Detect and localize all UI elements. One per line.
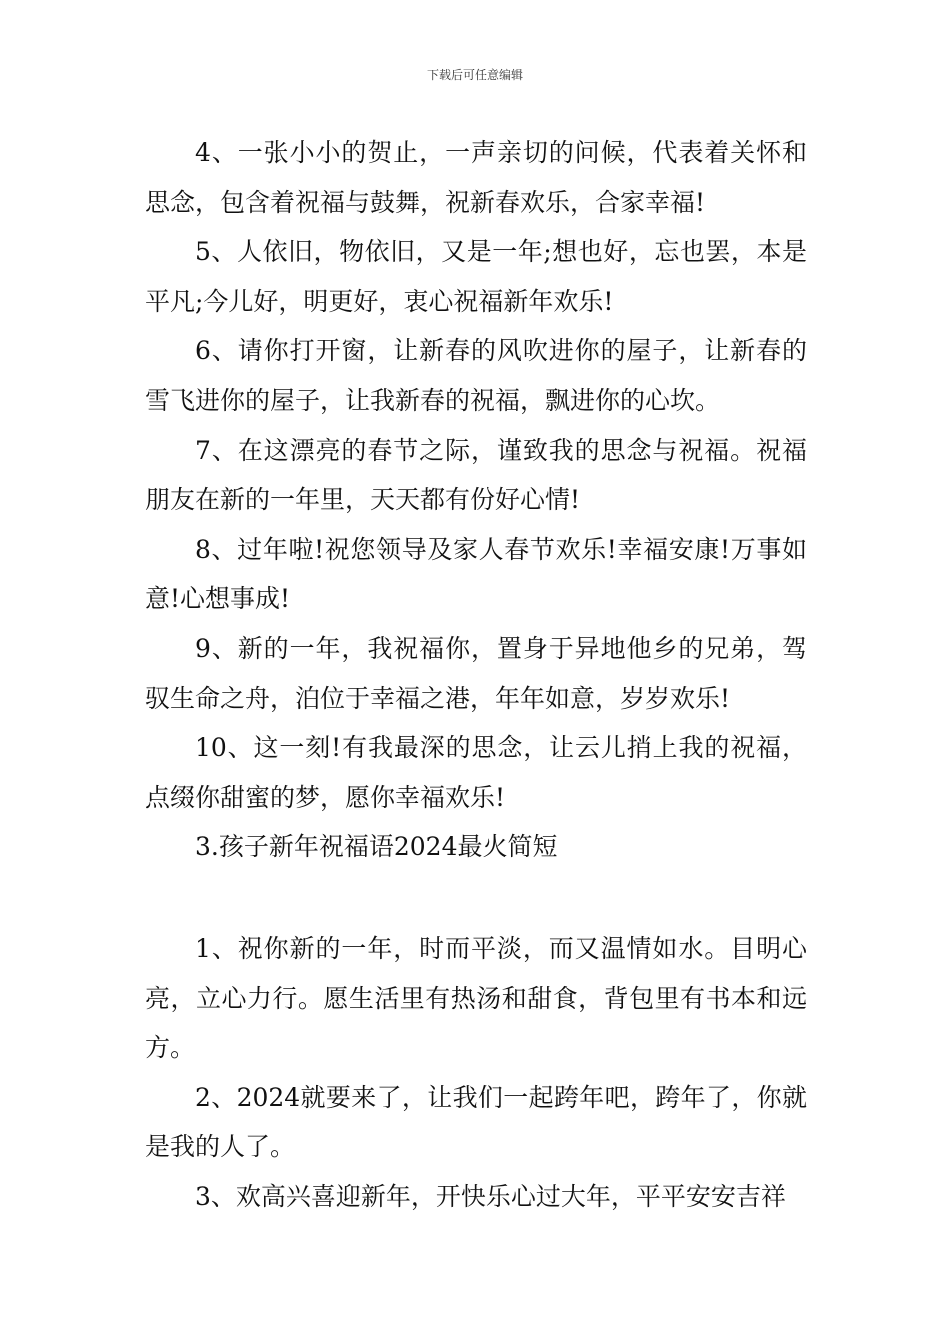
header-note: 下载后可任意编辑 <box>426 68 523 82</box>
paragraph-4: 4、一张小小的贺止，一声亲切的问候，代表着关怀和思念，包含着祝福与鼓舞，祝新春欢乐，合家幸福! <box>145 138 807 217</box>
paragraph-5: 5、人依旧，物依旧，又是一年;想也好，忘也罢，本是平凡;今儿好，明更好，衷心祝福新年欢乐! <box>145 237 807 316</box>
kids-paragraph-2: 2、2024就要来了，让我们一起跨年吧，跨年了，你就是我的人了。 <box>145 1082 807 1162</box>
paragraph-7: 7、在这漂亮的春节之际，谨致我的思念与祝福。祝福朋友在新的一年里，天天都有份好心情! <box>145 435 807 515</box>
section-heading: 3.孩子新年祝福语2024最火简短 <box>195 832 558 862</box>
kids-paragraph-3: 3、欢高兴喜迎新年，开快乐心过大年，平平安安吉祥 <box>195 1181 786 1211</box>
kids-paragraph-1: 1、祝你新的一年，时而平淡，而又温情如水。目明心亮，立心力行。愿生活里有热汤和甜食，背包里有书本和远方。 <box>145 933 807 1063</box>
paragraph-6: 6、请你打开窗，让新春的风吹进你的屋子，让新春的雪飞进你的屋子，让我新春的祝福，飘进你的心坎。 <box>145 336 807 415</box>
section-spacer <box>145 872 807 924</box>
paragraph-8: 8、过年啦!祝您领导及家人春节欢乐!幸福安康!万事如意!心想事成! <box>145 534 807 614</box>
paragraph-10: 10、这一刻!有我最深的思念，让云儿捎上我的祝福，点缀你甜蜜的梦，愿你幸福欢乐! <box>145 733 807 812</box>
paragraph-9: 9、新的一年，我祝福你，置身于异地他乡的兄弟，驾驭生命之舟，泊位于幸福之港，年年如意，岁岁欢乐! <box>145 633 807 713</box>
document-body <box>145 128 807 1221</box>
